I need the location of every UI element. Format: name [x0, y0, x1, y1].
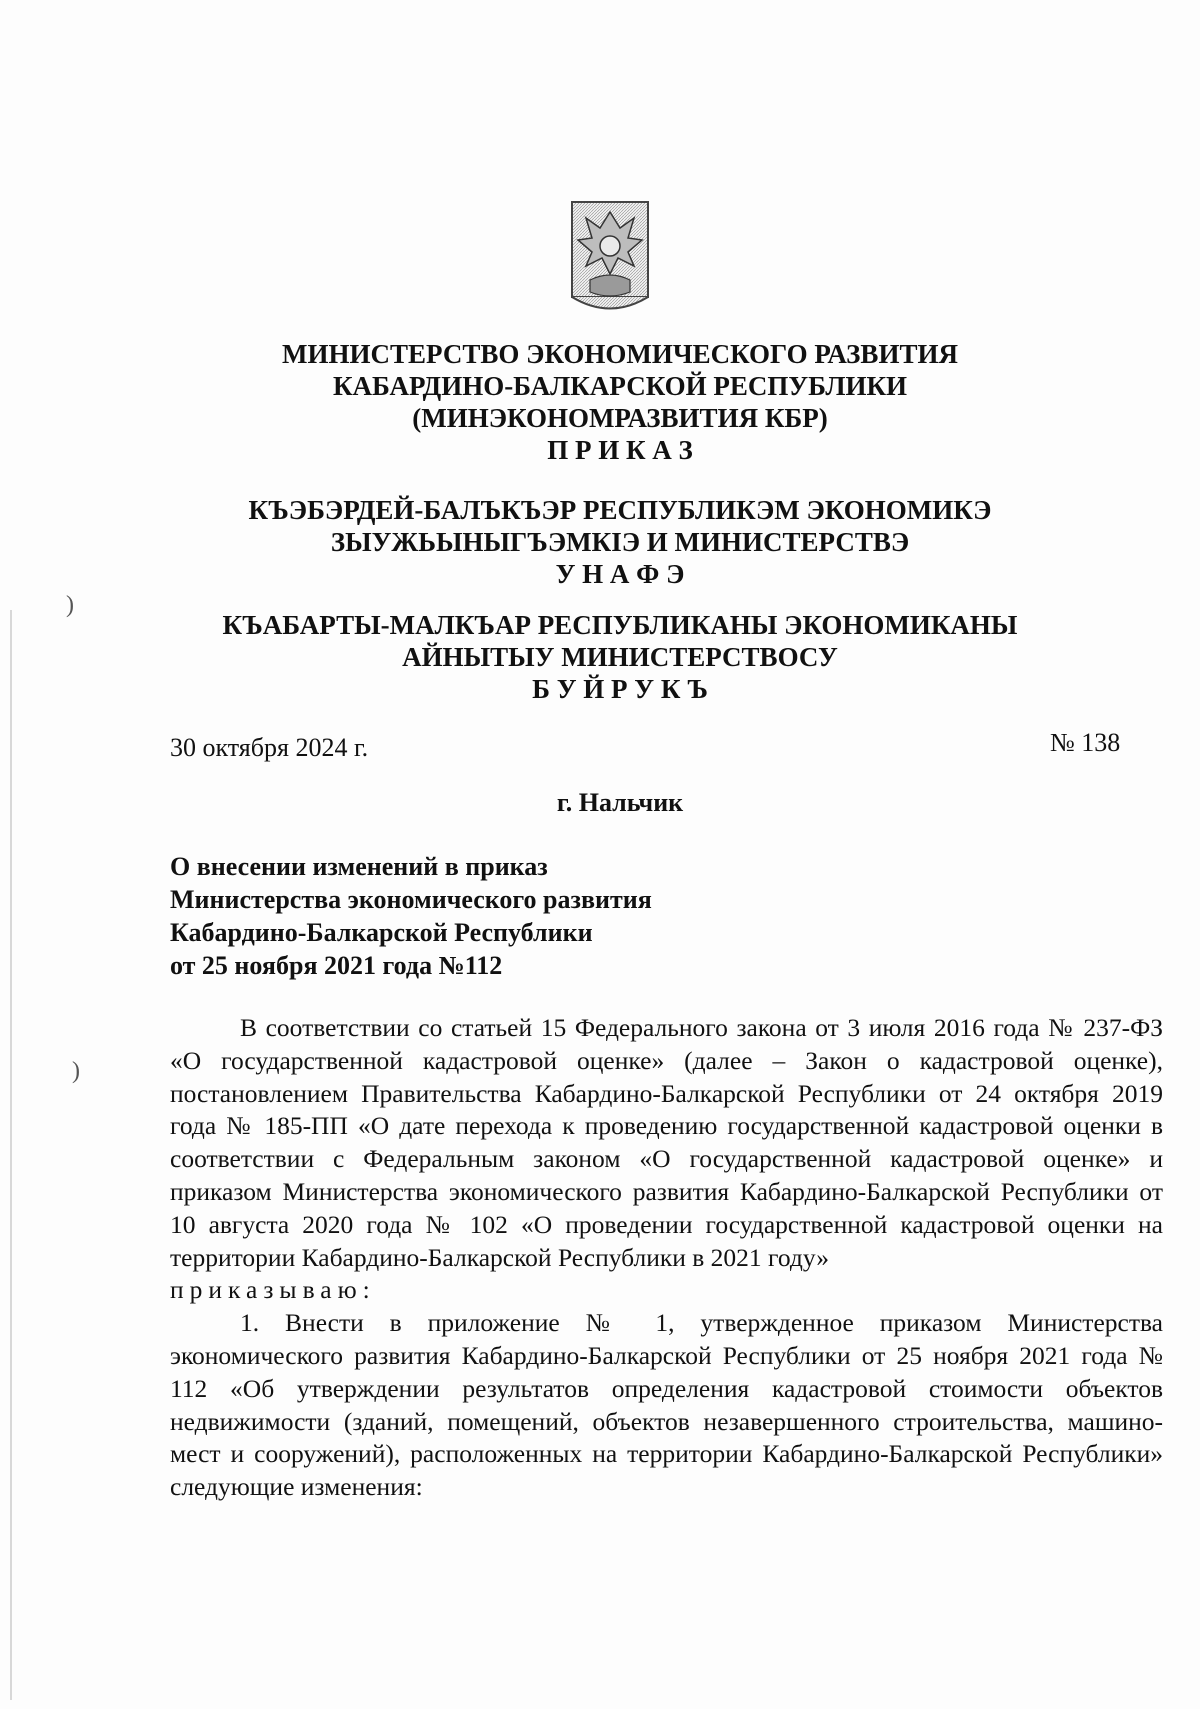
title-line: Кабардино-Балкарской Республики	[170, 918, 593, 947]
scan-mark: )	[72, 1058, 80, 1084]
ministry-header-russian	[200, 338, 1040, 466]
city-name: г. Нальчик	[556, 788, 684, 817]
header-line: АЙНЫТЫУ МИНИСТЕРСТВОСУ	[402, 642, 838, 672]
header-line: ЗЫУЖЬЫНЫГЪЭМКIЭ И МИНИСТЕРСТВЭ	[330, 527, 910, 557]
item-1-text: 1. Внести в приложение № 1, утвержденное приказом Министерства экономического развития Кабардино-Балкарской Республики от 25 ноября 2021 года № 112 «Об утверждении результатов определения кадастровой стоимости объектов недвижимости (зданий, помещений, объектов незавершенного строительства, машино-мест и сооружений), расположенных на территории Кабардино-Балкарской Республики» следующие изменения:	[170, 1308, 1163, 1502]
title-line: О внесении изменений в приказ	[170, 852, 548, 881]
ministry-header-kabardian	[200, 494, 1040, 590]
header-line: КЪАБАРТЫ-МАЛКЪАР РЕСПУБЛИКАНЫ ЭКОНОМИКАНЫ	[222, 610, 1018, 640]
ministry-header-karachay-balkar	[200, 609, 1040, 705]
order-label-russian: П Р И К А З	[547, 435, 693, 465]
title-line: от 25 ноября 2021 года №112	[170, 951, 503, 980]
header-line: КЪЭБЭРДЕЙ-БАЛЪКЪЭР РЕСПУБЛИКЭМ ЭКОНОМИКЭ	[248, 495, 992, 525]
title-line: Министерства экономического развития	[170, 885, 652, 914]
header-line: КАБАРДИНО-БАЛКАРСКОЙ РЕСПУБЛИКИ	[332, 371, 908, 401]
header-line: (МИНЭКОНОМРАЗВИТИЯ КБР)	[412, 403, 828, 433]
body-paragraph-preamble	[170, 1012, 1163, 1274]
document-body	[170, 1012, 1163, 1504]
order-word: приказываю:	[170, 1275, 376, 1305]
order-label-karachay-balkar: Б У Й Р У К Ъ	[532, 674, 708, 704]
header-line: МИНИСТЕРСТВО ЭКОНОМИЧЕСКОГО РАЗВИТИЯ	[282, 339, 958, 369]
body-paragraph-1	[170, 1307, 1163, 1504]
order-label-kabardian: У Н А Ф Э	[555, 559, 685, 589]
coat-of-arms-icon	[570, 200, 650, 320]
scan-mark: )	[66, 592, 74, 618]
scan-edge-line	[10, 610, 12, 1700]
order-number: № 138	[1050, 728, 1121, 757]
preamble-text: В соответствии со статьей 15 Федерального закона от 3 июля 2016 года № 237-ФЗ «О государственной кадастровой оценке» (далее – Закон о кадастровой оценке), постановлением Правительства Кабардино-Балкарской Республики от 24 октября 2019 года № 185-ПП «О дате перехода к проведению государственной кадастровой оценки в соответствии с Федеральным законом «О государственной кадастровой оценке» и приказом Министерства экономического развития Кабардино-Балкарской Республики от 10 августа 2020 года № 102 «О проведении государственной кадастровой оценки на территории Кабардино-Балкарской Республики в 2021 году»	[170, 1013, 1163, 1272]
order-word-line	[170, 1274, 1163, 1307]
document-title	[170, 850, 652, 982]
order-date: 30 октября 2024 г.	[170, 733, 369, 762]
